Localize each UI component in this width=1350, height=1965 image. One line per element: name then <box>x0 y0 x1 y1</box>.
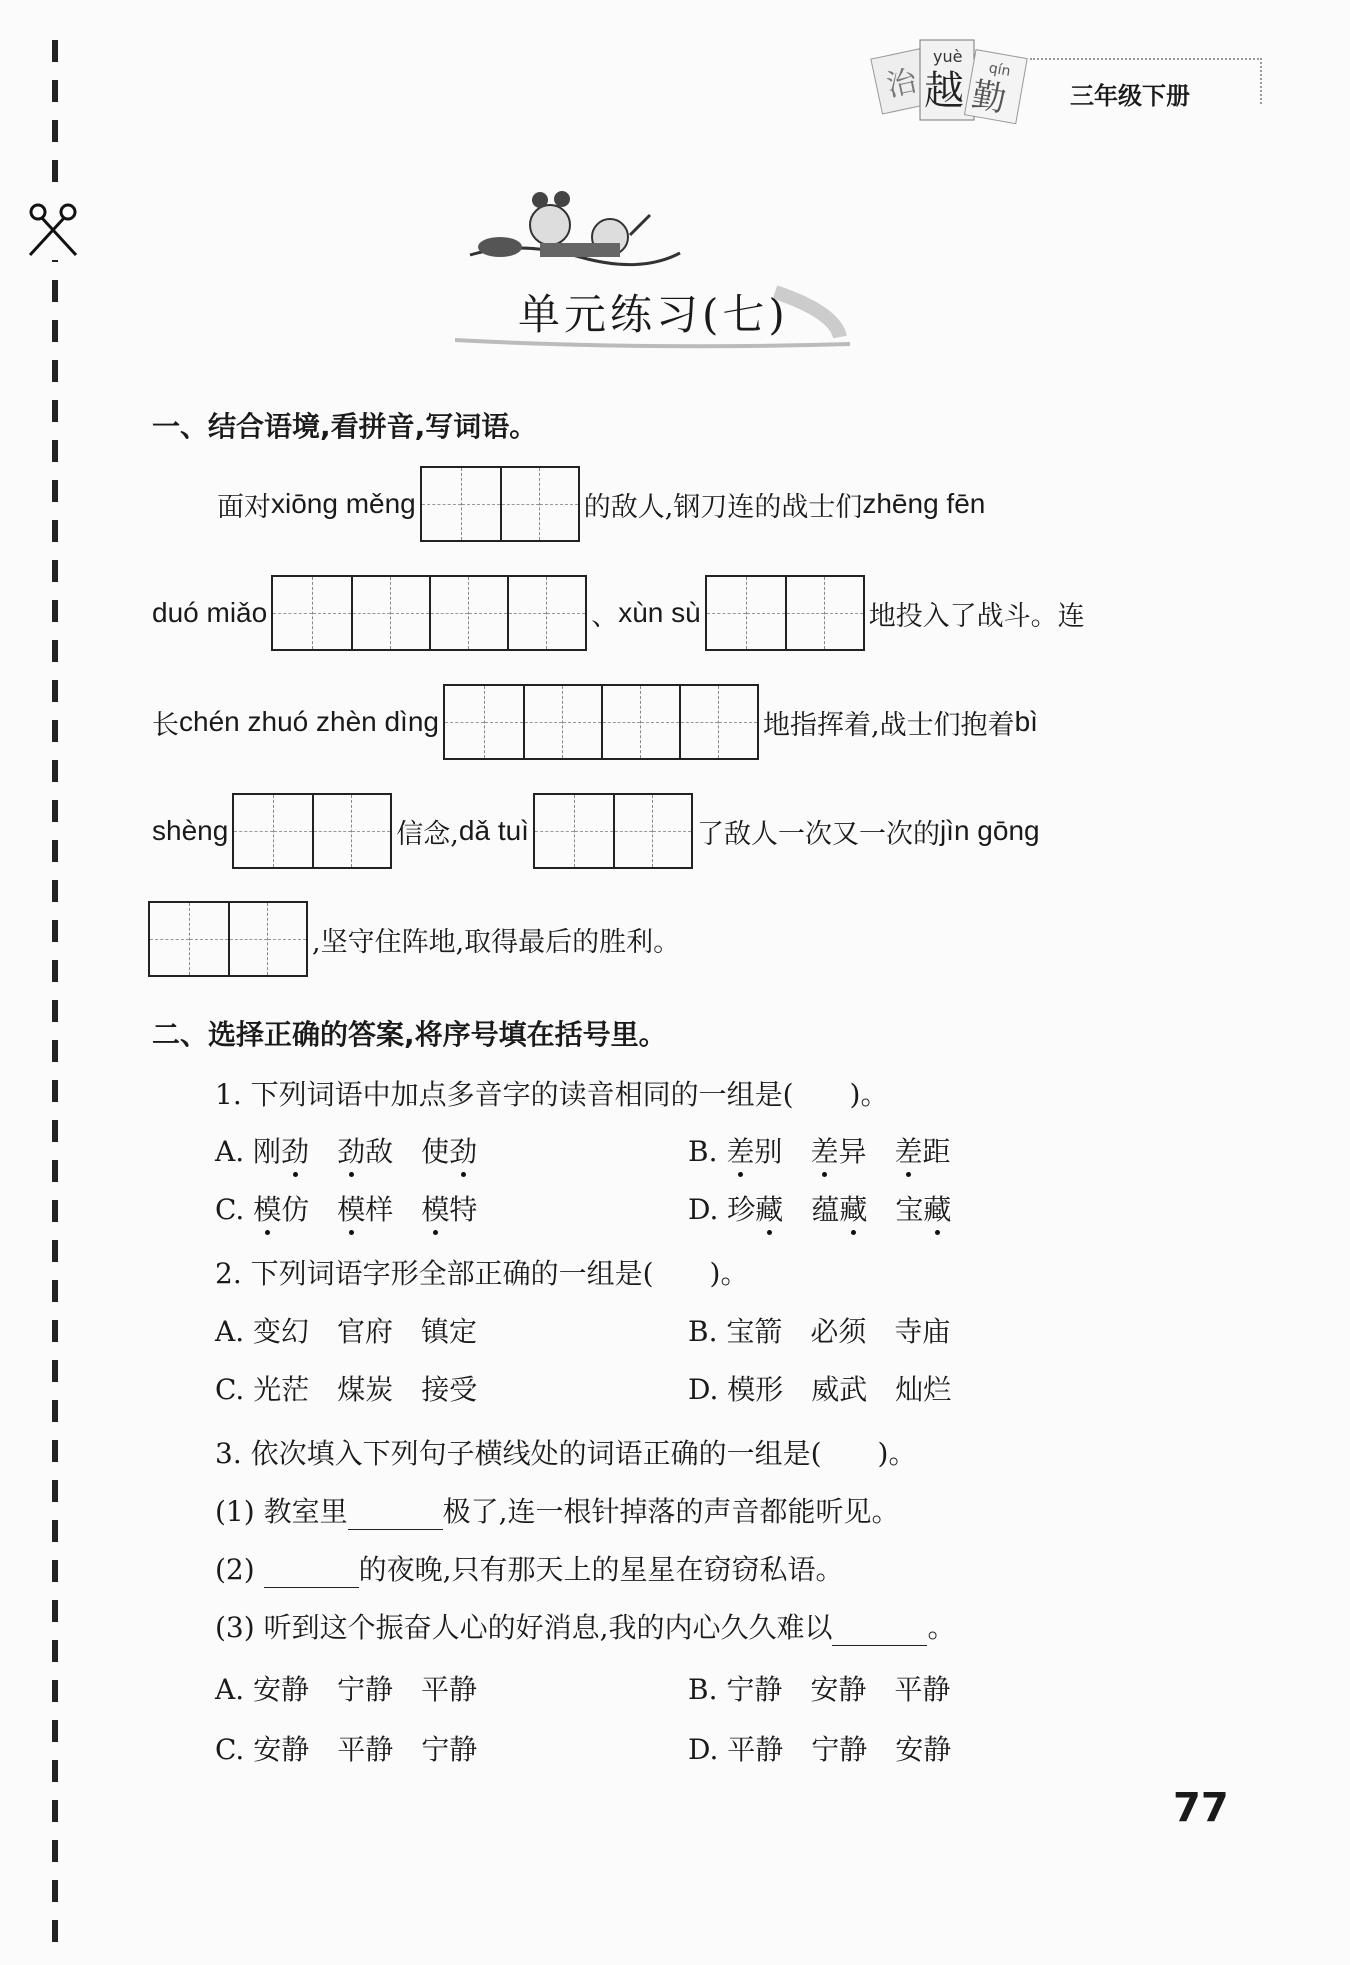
fill-blank[interactable] <box>348 1499 443 1530</box>
text: 的敌人,钢刀连的战士们 <box>583 491 863 523</box>
svg-text:qín: qín <box>987 60 1012 80</box>
s1-line1 <box>217 466 985 542</box>
answer-boxes-2[interactable] <box>420 466 580 542</box>
page-title: 单元练习(七) <box>518 290 789 339</box>
page-number: 77 <box>1173 1785 1229 1831</box>
text: ,坚守住阵地,取得最后的胜利。 <box>312 926 681 958</box>
fill-blank[interactable] <box>832 1615 927 1646</box>
section1-heading: 一、结合语境,看拼音,写词语。 <box>152 410 538 443</box>
text: 地投入了战斗。连 <box>868 600 1085 632</box>
text: 了敌人一次又一次的 <box>696 818 940 850</box>
pinyin: xiōng měng <box>271 488 416 519</box>
q3-option-a[interactable]: A. 安静 宁静 平静 <box>215 1673 478 1706</box>
svg-text:越: 越 <box>924 68 964 114</box>
svg-text:yuè: yuè <box>933 47 963 66</box>
svg-text:治: 治 <box>883 63 920 105</box>
section2-heading: 二、选择正确的答案,将序号填在括号里。 <box>152 1018 667 1051</box>
answer-boxes-2[interactable] <box>148 901 308 977</box>
text: 地指挥着,战士们抱着 <box>762 709 1015 741</box>
pinyin: shèng <box>152 815 229 846</box>
q1-option-b[interactable]: B. 差别 差异 差距 <box>688 1135 951 1168</box>
pinyin: chén zhuó zhèn dìng <box>179 706 439 737</box>
s1-line5 <box>148 901 680 977</box>
pinyin: jìn gōng <box>939 815 1040 846</box>
q3-sentence3: (3) 听到这个振奋人心的好消息,我的内心久久难以 。 <box>215 1611 956 1644</box>
pinyin: duó miǎo <box>152 597 268 628</box>
text: 长 <box>152 709 179 741</box>
cut-line <box>52 40 58 1945</box>
q1-option-c[interactable]: C. 模仿 模样 模特 <box>215 1193 478 1226</box>
svg-text:勤: 勤 <box>968 74 1010 121</box>
answer-boxes-2[interactable] <box>705 575 865 651</box>
logo <box>858 26 1033 136</box>
s1-line3 <box>152 684 1038 760</box>
q3-sentence1: (1) 教室里 极了,连一根针掉落的声音都能听见。 <box>215 1495 900 1528</box>
pinyin: xùn sù <box>618 597 701 628</box>
q1-stem: 1. 下列词语中加点多音字的读音相同的一组是( )。 <box>215 1078 889 1111</box>
s1-line2 <box>152 575 1085 651</box>
scissors-icon <box>24 200 84 260</box>
pinyin: zhēng fēn <box>862 488 986 519</box>
q3-option-c[interactable]: C. 安静 平静 宁静 <box>215 1733 478 1766</box>
q2-option-b[interactable]: B. 宝箭 必须 寺庙 <box>688 1315 951 1348</box>
grade-label: 三年级下册 <box>1070 82 1190 110</box>
pinyin: bì <box>1014 706 1038 737</box>
answer-boxes-4[interactable] <box>443 684 759 760</box>
q3-sentence2: (2) 的夜晚,只有那天上的星星在窃窃私语。 <box>215 1553 844 1586</box>
q2-option-c[interactable]: C. 光茫 煤炭 接受 <box>215 1373 478 1406</box>
s1-line4 <box>152 793 1040 869</box>
q3-option-b[interactable]: B. 宁静 安静 平静 <box>688 1673 951 1706</box>
kids-illustration <box>460 185 690 280</box>
q3-option-d[interactable]: D. 平静 宁静 安静 <box>688 1733 952 1766</box>
text: 信念, <box>396 818 459 850</box>
q2-stem: 2. 下列词语字形全部正确的一组是( )。 <box>215 1257 749 1290</box>
q1-option-d[interactable]: D. 珍藏 蕴藏 宝藏 <box>688 1193 952 1226</box>
fill-blank[interactable] <box>264 1557 359 1588</box>
q1-option-a[interactable]: A. 刚劲 劲敌 使劲 <box>215 1135 478 1168</box>
q2-option-d[interactable]: D. 模形 威武 灿烂 <box>688 1373 952 1406</box>
answer-boxes-2[interactable] <box>533 793 693 869</box>
text: 、 <box>591 600 619 632</box>
answer-boxes-4[interactable] <box>271 575 587 651</box>
q2-option-a[interactable]: A. 变幻 官府 镇定 <box>215 1315 478 1348</box>
q3-stem: 3. 依次填入下列句子横线处的词语正确的一组是( )。 <box>215 1437 917 1470</box>
grade-header <box>1030 58 1262 110</box>
text: 面对 <box>217 491 271 523</box>
pinyin: dǎ tuì <box>458 815 529 846</box>
answer-boxes-2[interactable] <box>232 793 392 869</box>
